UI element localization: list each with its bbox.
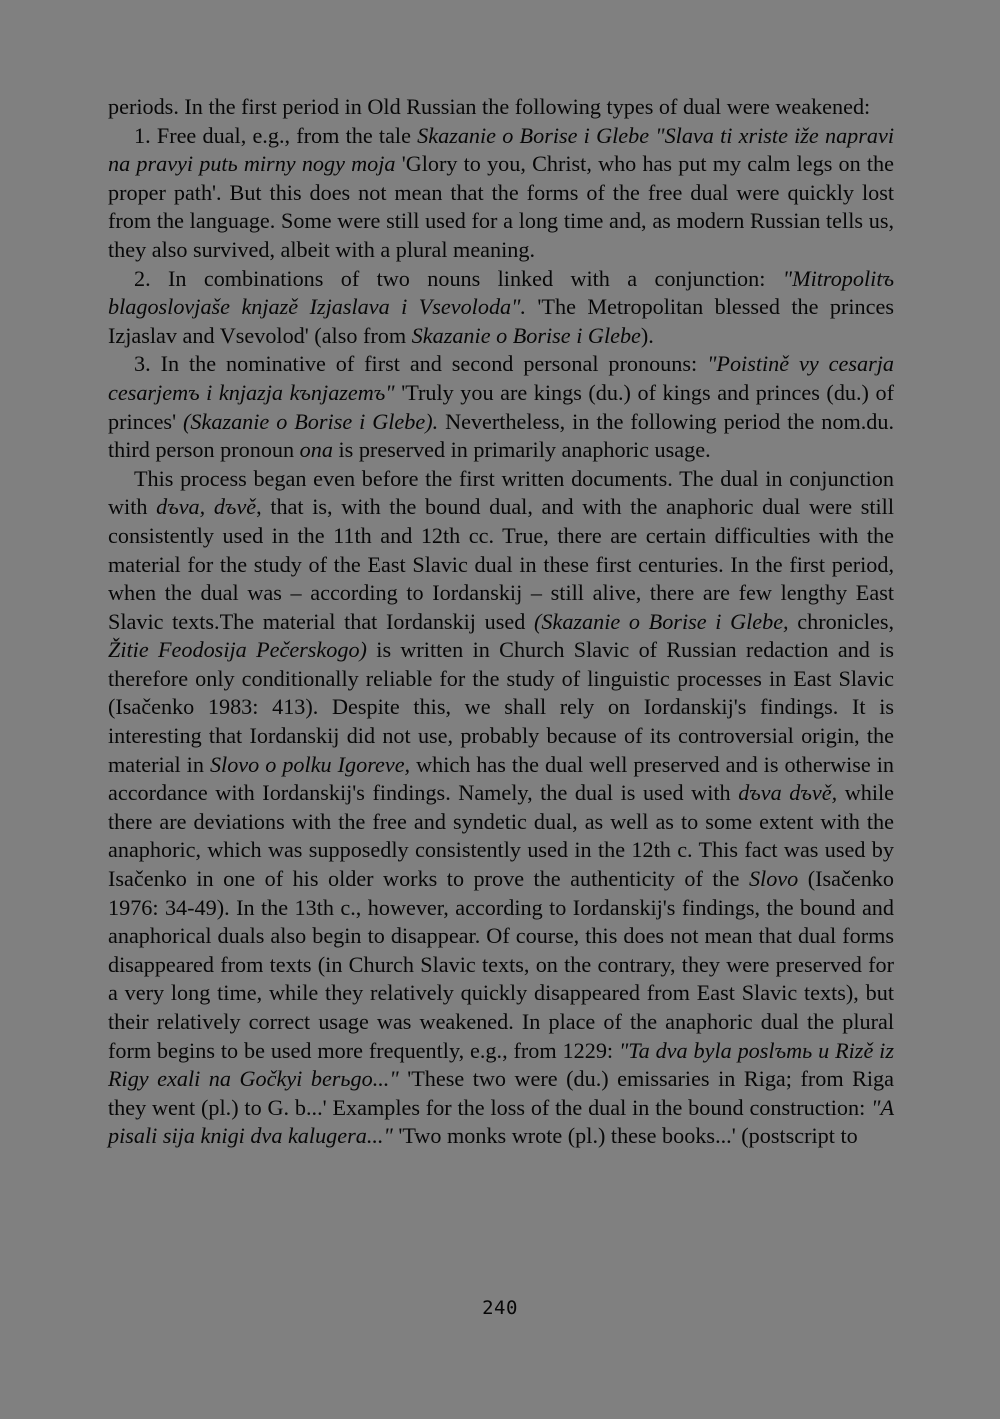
- paragraph: [108, 465, 894, 1151]
- text-run: which has the dual well preserved and is otherwise in accordance with Iordanskij's findings. Namely, the dual is used with: [108, 751, 894, 806]
- text-run: is preserved in primarily anaphoric usage.: [332, 437, 711, 463]
- text-run: ).: [640, 322, 654, 348]
- text-run: 'Glory to you, Christ, who has put my calm legs on the proper path'. But this does not mean that the forms of the free dual were quickly lost from the language. Some were still used for a long time and, as modern Russian tells us, they also survived, albeit with a plural meaning.: [108, 151, 894, 262]
- italic-run: Slovo o polku Igoreve,: [209, 751, 411, 777]
- text-run: periods. In the first period in Old Russian the following types of dual were weakened:: [108, 94, 871, 119]
- paragraph: [108, 122, 894, 265]
- italic-run: "Ta dva byla poslъmь u Rizě iz Rigy exali na Gočkyi berьgo...": [108, 1037, 894, 1092]
- italic-run: Skazanie o Borise i Glebe: [411, 322, 641, 348]
- text-run: (Isačenko 1976: 34-49). In the 13th c., however, according to Iordanskij's findings, the bound and anaphorical duals also begin to disappear. Of course, this does not mean that dual forms disappeared from texts (in Church Slavic texts, on the contrary, they were preserved for a very long time, while they relatively quickly disappeared from East Slavic texts), but their relatively correct usage was weakened. In place of the anaphoric dual the plural form begins to be used more frequently, e.g., from 1229:: [108, 866, 894, 1063]
- page-number: 240: [482, 1297, 518, 1319]
- italic-run: Žitie Feodosija Pečerskogo): [108, 637, 367, 663]
- text-run: 'These two were (du.) emissaries in Riga; from Riga they went (pl.) to G. b...' Examples for the loss of the dual in the bound construction:: [108, 1066, 894, 1120]
- text-run: 'Truly you are kings (du.) of kings and princes (du.) of princes': [108, 379, 894, 434]
- text-run: 2. In combinations of two nouns linked with a conjunction:: [134, 265, 783, 291]
- italic-run: (Skazanie o Borise i Glebe).: [183, 408, 439, 434]
- text-run: 'Two monks wrote (pl.) these books...' (postscript to: [392, 1123, 858, 1149]
- text-run: Nevertheless, in the following period the nom.du. third person pronoun: [108, 408, 895, 463]
- text-run: , that is, with the bound dual, and with the anaphoric dual were still consistently used in the 11th and 12th cc. True, there are certain difficulties with the material for the study of the East Slavic dual in these first centuries. In the first period, when the dual was – according to Iordanskij – still alive, there are few lengthy East Slavic texts.The material that Iordanskij used: [108, 494, 895, 634]
- text-run: 3. In the nominative of first and second personal pronouns:: [134, 351, 708, 377]
- text-run: This process began even before the first written documents. The dual in conjunction with: [108, 465, 894, 520]
- text-run: 1. Free dual, e.g., from the tale: [134, 122, 418, 148]
- text-run: chronicles,: [788, 608, 894, 634]
- italic-run: dъva dъvě,: [738, 780, 838, 806]
- paragraph: [108, 265, 894, 351]
- paragraph: [108, 93, 894, 122]
- italic-run: dъva, dъvě: [156, 494, 257, 520]
- text-run: while there are deviations with the free and syndetic dual, as well as to some extent with the anaphoric, which was supposedly consistently used in the 12th c. This fact was used by Isačenko in one of his older works to prove the authenticity of the: [108, 780, 895, 892]
- italic-run: Skazanie o Borise i Glebe "Slava ti xriste iže napravi na pravyi putь mirny nogy moja: [108, 122, 895, 177]
- text-run: 'The Metropolitan blessed the princes Izjaslav and Vsevolod' (also from: [108, 294, 894, 348]
- italic-run: (Skazanie o Borise i Glebe,: [533, 608, 789, 634]
- body-text: [108, 93, 894, 1151]
- italic-run: "A pisali sija knigi dva kalugera...": [108, 1094, 894, 1149]
- italic-run: Slovo: [748, 866, 799, 892]
- italic-run: "Mitropolitъ blagoslovjaše knjazě Izjaslava i Vsevoloda".: [108, 265, 894, 320]
- italic-run: "Poistině vy cesarja cesarjemъ i knjazja kъnjazemъ": [108, 351, 894, 405]
- italic-run: ona: [299, 437, 333, 463]
- paragraph: [108, 350, 894, 464]
- text-run: is written in Church Slavic of Russian redaction and is therefore only conditionally reliable for the study of linguistic processes in East Slavic (Isačenko 1983: 413). Despite this, we shall rely on Iordanskij's findings. It is interesting that Iordanskij did not use, probably because of its controversial origin, the material in: [108, 637, 894, 777]
